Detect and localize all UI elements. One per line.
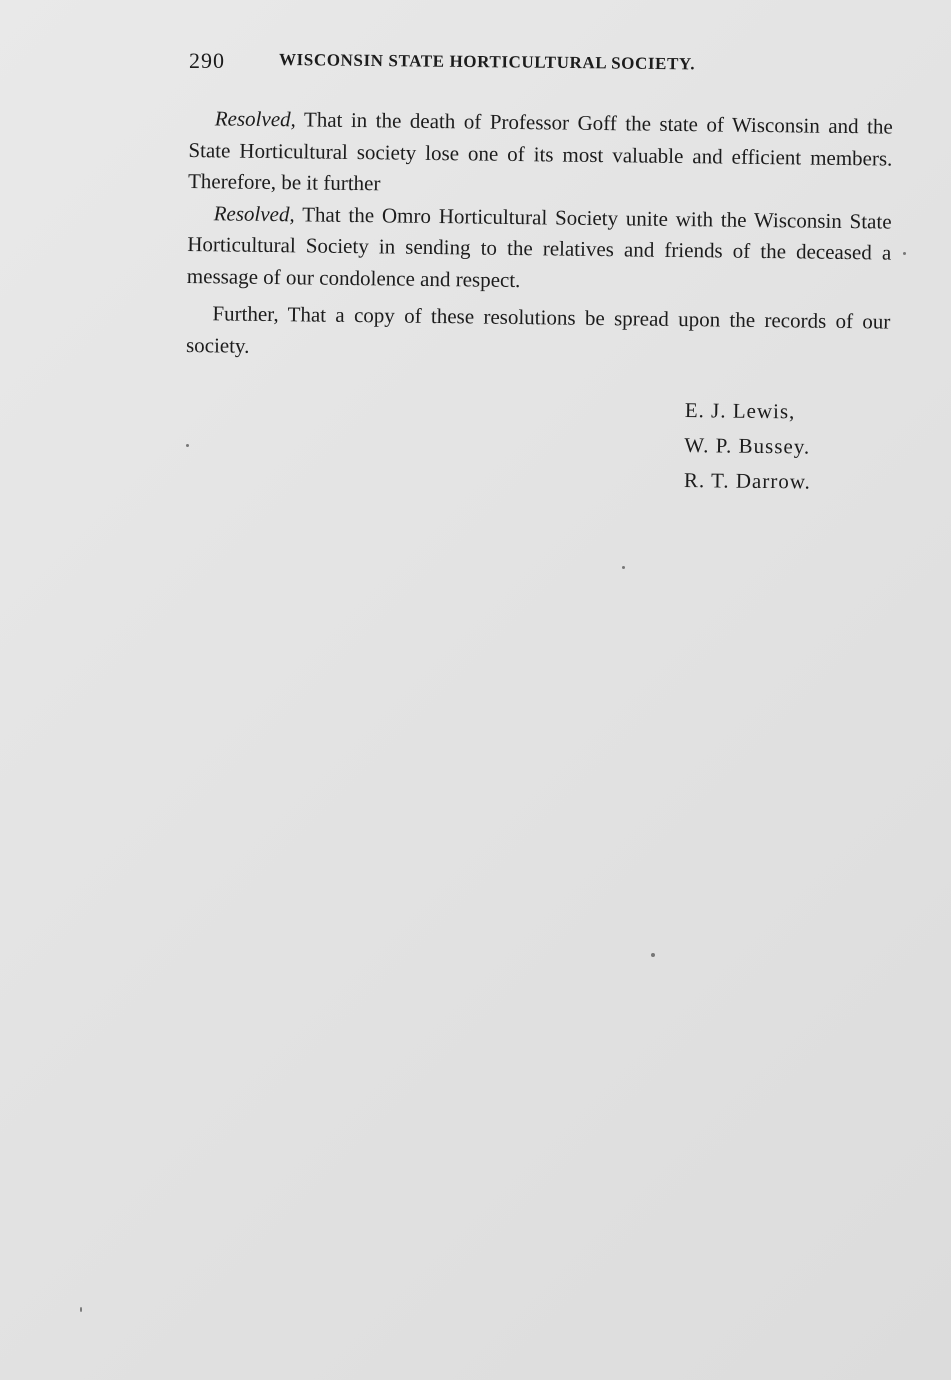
signature-bussey: W. P. Bussey. <box>684 432 811 459</box>
paper-speck <box>186 444 189 447</box>
running-head: WISCONSIN STATE HORTICULTURAL SOCIETY. <box>278 50 696 74</box>
signature-lewis: E. J. Lewis, <box>684 397 796 424</box>
paper-speck <box>80 1307 82 1312</box>
resolved-lead-in-2: Resolved, <box>213 200 295 226</box>
signature-darrow: R. T. Darrow. <box>683 467 811 494</box>
page-number: 290 <box>189 48 225 73</box>
page-header <box>189 48 809 78</box>
resolution-text-2: That the Omro Horticultural Society unite with the Wisconsin State Horticultural Society in sending to the relatives and friends of the deceased a message of our condolence and respect. <box>186 201 892 292</box>
paper-speck <box>651 953 655 957</box>
resolution-text-1: That in the death of Professor Goff the state of Wisconsin and the State Horticultural society lose one of its most valuable and efficient members. Therefore, be it further <box>187 107 893 196</box>
paper-speck <box>903 252 906 255</box>
signature-block <box>684 393 915 501</box>
resolution-paragraph-1 <box>188 103 893 206</box>
resolutions-text <box>186 103 893 370</box>
resolution-paragraph-2 <box>187 197 892 300</box>
paper-speck <box>622 566 625 569</box>
resolved-lead-in-1: Resolved, <box>214 106 297 132</box>
resolution-text-3: Further, That a copy of these resolutions be spread upon the records of our society. <box>185 301 891 358</box>
resolution-paragraph-3 <box>186 298 891 370</box>
